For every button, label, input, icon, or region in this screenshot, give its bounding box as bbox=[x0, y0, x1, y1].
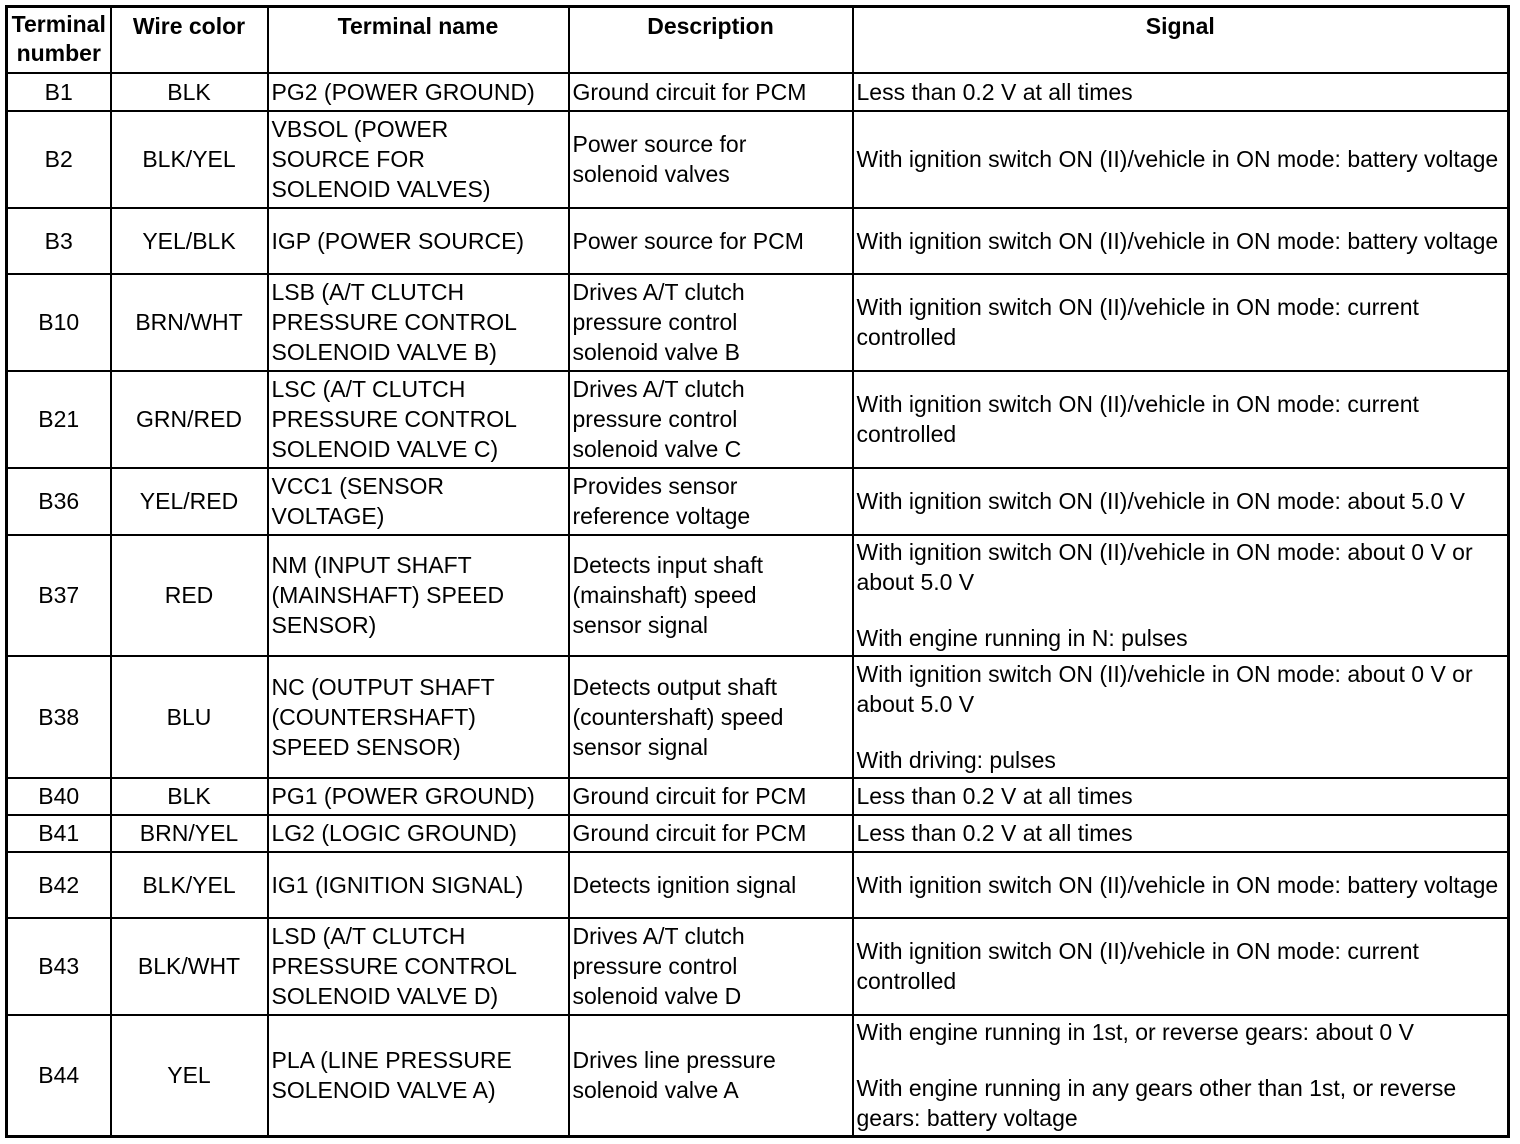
signal-line: With ignition switch ON (II)/vehicle in ON mode: current controlled bbox=[856, 391, 1419, 447]
terminal-number-cell bbox=[7, 918, 111, 1015]
wire-color-cell-text: BRN/YEL bbox=[139, 820, 239, 846]
description-cell-text: Ground circuit for PCM bbox=[572, 783, 807, 809]
wire-color-cell bbox=[111, 656, 268, 778]
description-cell bbox=[569, 371, 853, 468]
signal-line: With ignition switch ON (II)/vehicle in ON mode: about 0 V or about 5.0 V bbox=[856, 660, 1473, 717]
terminal-number-cell bbox=[7, 468, 111, 535]
terminal-name-cell bbox=[268, 274, 569, 371]
description-cell bbox=[569, 274, 853, 371]
table-row bbox=[7, 468, 1509, 535]
table-header bbox=[7, 7, 1509, 73]
wire-color-cell-text: BLK bbox=[167, 783, 211, 809]
wire-color-cell bbox=[111, 73, 268, 111]
terminal-table bbox=[5, 5, 1510, 1138]
signal-line: With ignition switch ON (II)/vehicle in ON mode: about 5.0 V bbox=[856, 488, 1465, 514]
header-terminal-name: Terminal name bbox=[268, 7, 569, 73]
signal-line: With ignition switch ON (II)/vehicle in ON mode: about 0 V or about 5.0 V bbox=[856, 539, 1473, 595]
terminal-number-cell bbox=[7, 852, 111, 918]
signal-cell bbox=[853, 371, 1509, 468]
table-row bbox=[7, 535, 1509, 656]
terminal-number-cell-text: B43 bbox=[38, 953, 80, 979]
terminal-name-cell bbox=[268, 1015, 569, 1137]
header-terminal-number: Terminal number bbox=[7, 7, 111, 73]
terminal-name-cell bbox=[268, 778, 569, 815]
table-row bbox=[7, 815, 1509, 852]
wire-color-cell bbox=[111, 371, 268, 468]
wire-color-cell-text: BLK bbox=[167, 78, 211, 105]
terminal-number-cell bbox=[7, 656, 111, 778]
table-row bbox=[7, 73, 1509, 111]
description-cell bbox=[569, 852, 853, 918]
wire-color-cell bbox=[111, 778, 268, 815]
wire-color-cell-text: BLU bbox=[166, 703, 212, 730]
wire-color-cell-text: GRN/RED bbox=[135, 406, 243, 432]
terminal-name-cell bbox=[268, 918, 569, 1015]
terminal-name-cell-text: NC (OUTPUT SHAFT (COUNTERSHAFT) SPEED SENSOR) bbox=[271, 673, 495, 760]
signal-line: With ignition switch ON (II)/vehicle in ON mode: battery voltage bbox=[856, 227, 1499, 254]
description-cell-text: Drives A/T clutch pressure control solenoid valve B bbox=[572, 279, 745, 365]
wire-color-cell bbox=[111, 852, 268, 918]
signal-cell bbox=[853, 208, 1509, 274]
description-cell bbox=[569, 535, 853, 656]
table-row bbox=[7, 852, 1509, 918]
table-row bbox=[7, 1015, 1509, 1137]
terminal-number-cell bbox=[7, 778, 111, 815]
wire-color-cell-text: BLK/WHT bbox=[137, 953, 241, 979]
terminal-name-cell-text: PG2 (POWER GROUND) bbox=[271, 78, 535, 105]
signal-line: Less than 0.2 V at all times bbox=[856, 783, 1133, 809]
terminal-name-cell bbox=[268, 208, 569, 274]
terminal-name-cell-text: LSB (A/T CLUTCH PRESSURE CONTROL SOLENOID VALVE B) bbox=[271, 279, 517, 365]
terminal-number-cell-text: B10 bbox=[38, 309, 80, 335]
description-cell-text: Ground circuit for PCM bbox=[572, 820, 807, 846]
description-cell-text: Provides sensor reference voltage bbox=[572, 473, 751, 529]
terminal-name-cell-text: VCC1 (SENSOR VOLTAGE) bbox=[271, 473, 445, 529]
signal-cell bbox=[853, 656, 1509, 778]
wire-color-cell bbox=[111, 535, 268, 656]
terminal-number-cell bbox=[7, 111, 111, 208]
terminal-number-cell-text: B38 bbox=[38, 703, 80, 730]
signal-cell bbox=[853, 468, 1509, 535]
terminal-number-cell-text: B41 bbox=[38, 820, 80, 846]
wire-color-cell-text: RED bbox=[164, 582, 214, 608]
header-description: Description bbox=[569, 7, 853, 73]
signal-cell bbox=[853, 535, 1509, 656]
wire-color-cell bbox=[111, 918, 268, 1015]
signal-cell bbox=[853, 73, 1509, 111]
description-cell-text: Ground circuit for PCM bbox=[572, 78, 807, 105]
terminal-number-cell-text: B1 bbox=[44, 78, 73, 105]
table-row bbox=[7, 111, 1509, 208]
signal-cell bbox=[853, 778, 1509, 815]
wire-color-cell bbox=[111, 111, 268, 208]
terminal-name-cell-text: PLA (LINE PRESSURE SOLENOID VALVE A) bbox=[271, 1047, 512, 1104]
header-signal: Signal bbox=[853, 7, 1509, 73]
terminal-number-cell bbox=[7, 371, 111, 468]
signal-line: With ignition switch ON (II)/vehicle in ON mode: current controlled bbox=[856, 938, 1419, 994]
table-body bbox=[7, 73, 1509, 1137]
terminal-number-cell-text: B44 bbox=[38, 1062, 80, 1089]
wire-color-cell-text: YEL/BLK bbox=[142, 227, 236, 254]
terminal-name-cell-text: PG1 (POWER GROUND) bbox=[271, 783, 535, 809]
table-row bbox=[7, 208, 1509, 274]
signal-line: Less than 0.2 V at all times bbox=[856, 78, 1133, 105]
terminal-name-cell bbox=[268, 535, 569, 656]
terminal-name-cell-text: LG2 (LOGIC GROUND) bbox=[271, 820, 517, 846]
wire-color-cell-text: BLK/YEL bbox=[142, 146, 236, 172]
wire-color-cell bbox=[111, 468, 268, 535]
table-row bbox=[7, 656, 1509, 778]
description-cell bbox=[569, 208, 853, 274]
terminal-name-cell-text: NM (INPUT SHAFT (MAINSHAFT) SPEED SENSOR) bbox=[271, 552, 505, 638]
wire-color-cell-text: BLK/YEL bbox=[142, 871, 236, 898]
terminal-number-cell-text: B36 bbox=[38, 488, 80, 514]
terminal-number-cell bbox=[7, 535, 111, 656]
description-cell bbox=[569, 918, 853, 1015]
wire-color-cell bbox=[111, 274, 268, 371]
table-row bbox=[7, 371, 1509, 468]
signal-line: Less than 0.2 V at all times bbox=[856, 820, 1133, 846]
description-cell bbox=[569, 778, 853, 815]
terminal-name-cell bbox=[268, 111, 569, 208]
signal-cell bbox=[853, 815, 1509, 852]
terminal-number-cell bbox=[7, 1015, 111, 1137]
wire-color-cell-text: YEL bbox=[167, 1062, 211, 1089]
terminal-name-cell-text: VBSOL (POWER SOURCE FOR SOLENOID VALVES) bbox=[271, 116, 491, 202]
terminal-name-cell-text: IG1 (IGNITION SIGNAL) bbox=[271, 871, 524, 898]
terminal-number-cell bbox=[7, 274, 111, 371]
signal-cell bbox=[853, 274, 1509, 371]
terminal-name-cell bbox=[268, 815, 569, 852]
signal-line: With ignition switch ON (II)/vehicle in ON mode: battery voltage bbox=[856, 871, 1499, 898]
header-wire-color: Wire color bbox=[111, 7, 268, 73]
wire-color-cell bbox=[111, 815, 268, 852]
terminal-name-cell bbox=[268, 73, 569, 111]
terminal-name-cell bbox=[268, 468, 569, 535]
terminal-number-cell-text: B3 bbox=[44, 227, 73, 254]
signal-cell bbox=[853, 852, 1509, 918]
description-cell bbox=[569, 111, 853, 208]
signal-line: With engine running in any gears other than 1st, or reverse gears: battery voltage bbox=[856, 1075, 1457, 1132]
signal-cell bbox=[853, 918, 1509, 1015]
signal-line: With engine running in N: pulses bbox=[856, 625, 1188, 651]
terminal-name-cell-text: LSC (A/T CLUTCH PRESSURE CONTROL SOLENOID VALVE C) bbox=[271, 376, 517, 462]
header-row bbox=[7, 7, 1509, 73]
description-cell-text: Detects output shaft (countershaft) speed sensor signal bbox=[572, 673, 784, 760]
table-row bbox=[7, 918, 1509, 1015]
signal-line: With ignition switch ON (II)/vehicle in ON mode: current controlled bbox=[856, 294, 1419, 350]
description-cell-text: Power source for PCM bbox=[572, 227, 804, 254]
description-cell bbox=[569, 815, 853, 852]
table-row bbox=[7, 778, 1509, 815]
description-cell-text: Detects ignition signal bbox=[572, 871, 797, 898]
signal-line: With ignition switch ON (II)/vehicle in ON mode: battery voltage bbox=[856, 146, 1499, 172]
terminal-number-cell-text: B37 bbox=[38, 582, 80, 608]
terminal-number-cell bbox=[7, 208, 111, 274]
description-cell-text: Power source for solenoid valves bbox=[572, 131, 747, 187]
description-cell bbox=[569, 468, 853, 535]
terminal-number-cell-text: B2 bbox=[44, 146, 73, 172]
table-row bbox=[7, 274, 1509, 371]
description-cell-text: Detects input shaft (mainshaft) speed sensor signal bbox=[572, 552, 763, 638]
terminal-number-cell-text: B42 bbox=[38, 871, 80, 898]
terminal-name-cell bbox=[268, 371, 569, 468]
terminal-number-cell-text: B40 bbox=[38, 783, 80, 809]
terminal-name-cell-text: LSD (A/T CLUTCH PRESSURE CONTROL SOLENOID VALVE D) bbox=[271, 923, 517, 1009]
signal-line: With engine running in 1st, or reverse gears: about 0 V bbox=[856, 1019, 1414, 1046]
terminal-name-cell bbox=[268, 852, 569, 918]
description-cell-text: Drives A/T clutch pressure control solenoid valve C bbox=[572, 376, 745, 462]
signal-cell bbox=[853, 111, 1509, 208]
terminal-name-cell-text: IGP (POWER SOURCE) bbox=[271, 227, 525, 254]
wire-color-cell-text: BRN/WHT bbox=[135, 309, 243, 335]
description-cell bbox=[569, 656, 853, 778]
description-cell bbox=[569, 1015, 853, 1137]
description-cell bbox=[569, 73, 853, 111]
wire-color-cell bbox=[111, 208, 268, 274]
terminal-number-cell bbox=[7, 815, 111, 852]
description-cell-text: Drives line pressure solenoid valve A bbox=[572, 1047, 776, 1104]
terminal-number-cell bbox=[7, 73, 111, 111]
wire-color-cell bbox=[111, 1015, 268, 1137]
description-cell-text: Drives A/T clutch pressure control solenoid valve D bbox=[572, 923, 745, 1009]
signal-line: With driving: pulses bbox=[856, 746, 1056, 773]
wire-color-cell-text: YEL/RED bbox=[139, 488, 239, 514]
signal-cell bbox=[853, 1015, 1509, 1137]
terminal-number-cell-text: B21 bbox=[38, 406, 80, 432]
terminal-name-cell bbox=[268, 656, 569, 778]
